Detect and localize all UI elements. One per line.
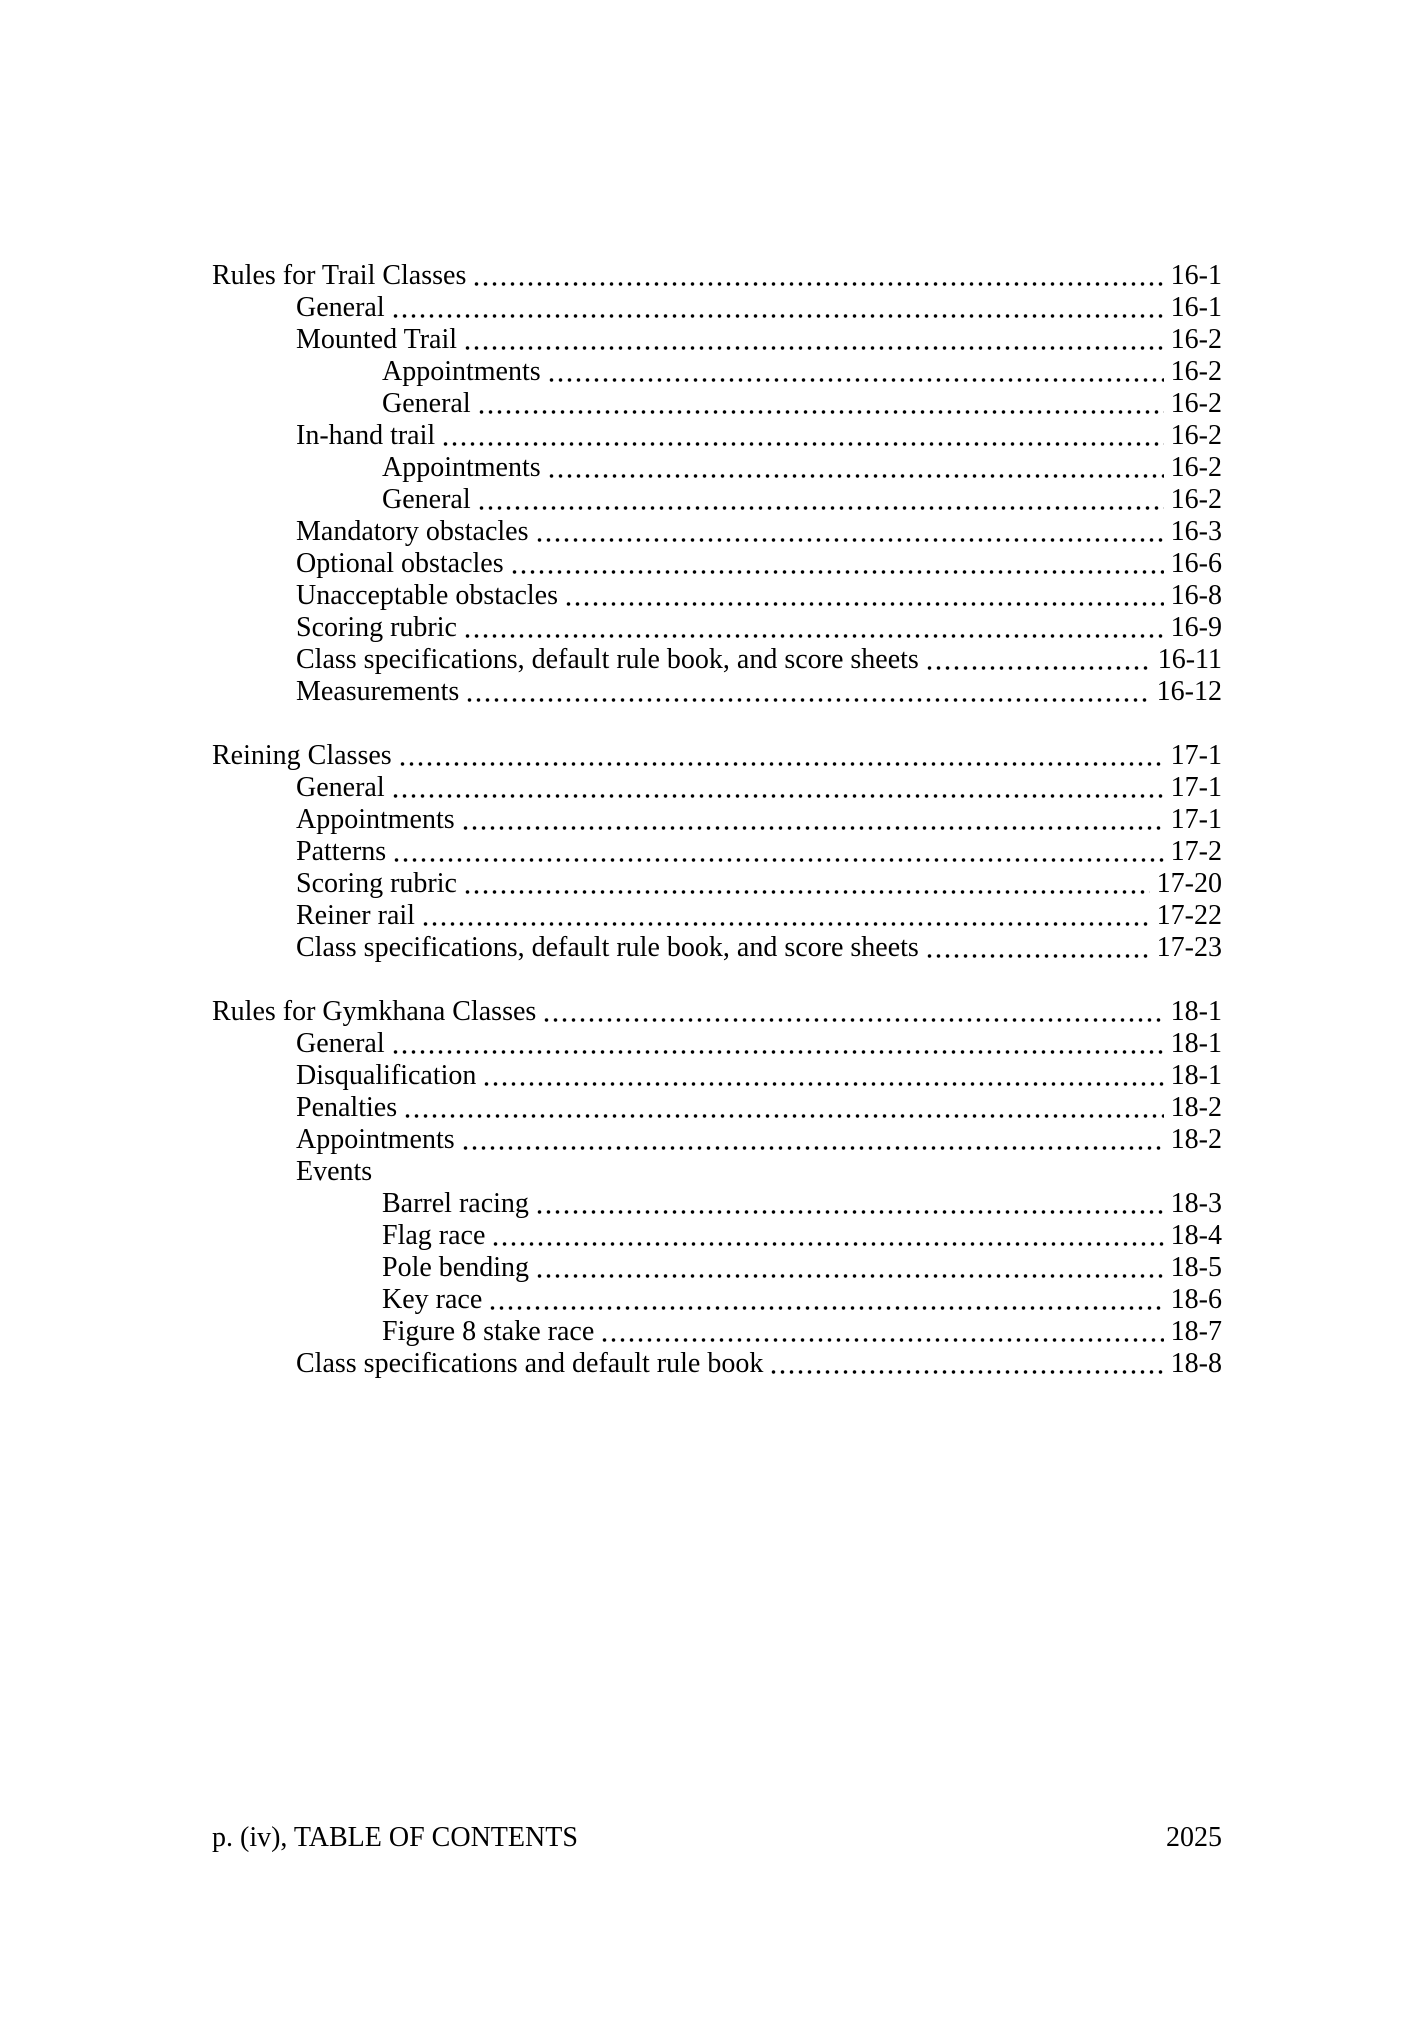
toc-entry bbox=[212, 740, 1222, 772]
toc-entry-page: 16-2 bbox=[1170, 484, 1222, 515]
toc-entry-label: Appointments bbox=[296, 804, 455, 835]
toc-entry-label: In-hand trail bbox=[296, 420, 436, 451]
dot-leader bbox=[461, 825, 1164, 831]
toc-entry-page: 16-11 bbox=[1157, 644, 1222, 675]
toc-entry bbox=[212, 484, 1222, 516]
toc-entry bbox=[212, 292, 1222, 324]
dot-leader bbox=[925, 953, 1150, 959]
toc-entry-label: Pole bending bbox=[382, 1252, 529, 1283]
toc-entry-page: 16-6 bbox=[1170, 548, 1222, 579]
dot-leader bbox=[463, 889, 1150, 895]
toc-entry-label: Class specifications and default rule book bbox=[296, 1348, 764, 1379]
toc-entry-page: 17-1 bbox=[1170, 804, 1222, 835]
toc-entry-page: 16-9 bbox=[1170, 612, 1222, 643]
dot-leader bbox=[542, 1017, 1163, 1023]
toc-entry-label: Events bbox=[296, 1156, 373, 1187]
toc-entry bbox=[212, 1028, 1222, 1060]
toc-entry-page: 16-1 bbox=[1170, 292, 1222, 323]
toc-entry-label: Disqualification bbox=[296, 1060, 477, 1091]
toc-entry bbox=[212, 1252, 1222, 1284]
toc-entry-page: 16-1 bbox=[1170, 260, 1222, 291]
toc-entry bbox=[212, 772, 1222, 804]
toc-entry bbox=[212, 580, 1222, 612]
dot-leader bbox=[441, 441, 1164, 447]
toc-entry-label: Class specifications, default rule book, and score sheets bbox=[296, 932, 919, 963]
toc-entry bbox=[212, 260, 1222, 292]
toc-entry bbox=[212, 612, 1222, 644]
toc-entry-page: 16-3 bbox=[1170, 516, 1222, 547]
toc-entry-page: 18-1 bbox=[1170, 1028, 1222, 1059]
toc-entry-label: Barrel racing bbox=[382, 1188, 529, 1219]
toc-entry-label: Appointments bbox=[296, 1124, 455, 1155]
toc-entry-page: 18-4 bbox=[1170, 1220, 1222, 1251]
toc-entry-page: 16-12 bbox=[1156, 676, 1222, 707]
toc-entry-page: 18-2 bbox=[1170, 1124, 1222, 1155]
toc-entry-label: Patterns bbox=[296, 836, 387, 867]
toc-entry-label: Mounted Trail bbox=[296, 324, 458, 355]
toc-entry bbox=[212, 1188, 1222, 1220]
toc-entry bbox=[212, 1060, 1222, 1092]
toc-entry-label: Rules for Trail Classes bbox=[212, 260, 467, 291]
toc-entry-page: 18-1 bbox=[1170, 996, 1222, 1027]
toc-entry-label: Scoring rubric bbox=[296, 612, 457, 643]
dot-leader bbox=[472, 281, 1163, 287]
toc-entry-label: General bbox=[296, 1028, 385, 1059]
table-of-contents bbox=[212, 260, 1222, 1380]
toc-entry-label: General bbox=[382, 388, 471, 419]
toc-entry bbox=[212, 836, 1222, 868]
dot-leader bbox=[391, 313, 1164, 319]
toc-entry-label: Penalties bbox=[296, 1092, 398, 1123]
footer-page-label: p. (iv), TABLE OF CONTENTS bbox=[212, 1822, 578, 1853]
toc-entry-page: 18-5 bbox=[1170, 1252, 1222, 1283]
dot-leader bbox=[547, 473, 1164, 479]
toc-entry-page: 18-2 bbox=[1170, 1092, 1222, 1123]
toc-entry-label: Optional obstacles bbox=[296, 548, 504, 579]
toc-entry-page: 17-1 bbox=[1170, 740, 1222, 771]
dot-leader bbox=[391, 793, 1164, 799]
toc-entry-page: 16-2 bbox=[1170, 324, 1222, 355]
dot-leader bbox=[461, 1145, 1164, 1151]
toc-entry bbox=[212, 1156, 1222, 1188]
dot-leader bbox=[925, 665, 1151, 671]
toc-entry bbox=[212, 1124, 1222, 1156]
toc-entry bbox=[212, 388, 1222, 420]
toc-entry-page: 16-2 bbox=[1170, 388, 1222, 419]
toc-entry bbox=[212, 932, 1222, 964]
toc-entry-page: 18-8 bbox=[1170, 1348, 1222, 1379]
dot-leader bbox=[392, 857, 1163, 863]
toc-entry-page: 18-3 bbox=[1170, 1188, 1222, 1219]
toc-entry-label: Rules for Gymkhana Classes bbox=[212, 996, 537, 1027]
dot-leader bbox=[535, 1273, 1164, 1279]
toc-entry bbox=[212, 516, 1222, 548]
toc-entry-label: General bbox=[296, 772, 385, 803]
toc-entry-page: 18-6 bbox=[1170, 1284, 1222, 1315]
toc-entry-page: 17-22 bbox=[1156, 900, 1222, 931]
dot-leader bbox=[600, 1337, 1163, 1343]
toc-entry-page: 17-2 bbox=[1170, 836, 1222, 867]
dot-leader bbox=[482, 1081, 1163, 1087]
dot-leader bbox=[547, 377, 1164, 383]
toc-entry-label: Reining Classes bbox=[212, 740, 392, 771]
toc-entry bbox=[212, 900, 1222, 932]
page-footer bbox=[212, 1822, 1222, 1854]
dot-leader bbox=[391, 1049, 1164, 1055]
toc-section bbox=[212, 996, 1222, 1380]
toc-entry-label: Unacceptable obstacles bbox=[296, 580, 558, 611]
toc-entry-label: Appointments bbox=[382, 452, 541, 483]
dot-leader bbox=[488, 1305, 1163, 1311]
toc-entry bbox=[212, 644, 1222, 676]
toc-entry-label: Scoring rubric bbox=[296, 868, 457, 899]
toc-entry bbox=[212, 676, 1222, 708]
dot-leader bbox=[491, 1241, 1163, 1247]
toc-entry bbox=[212, 1284, 1222, 1316]
toc-entry bbox=[212, 356, 1222, 388]
toc-entry bbox=[212, 324, 1222, 356]
toc-section bbox=[212, 260, 1222, 708]
dot-leader bbox=[564, 601, 1164, 607]
dot-leader bbox=[477, 409, 1164, 415]
toc-entry-label: Key race bbox=[382, 1284, 483, 1315]
dot-leader bbox=[463, 633, 1164, 639]
toc-entry-label: General bbox=[382, 484, 471, 515]
toc-entry-label: Measurements bbox=[296, 676, 460, 707]
toc-entry-page: 18-7 bbox=[1170, 1316, 1222, 1347]
dot-leader bbox=[465, 697, 1149, 703]
toc-entry-page: 16-2 bbox=[1170, 420, 1222, 451]
toc-entry-label: Reiner rail bbox=[296, 900, 415, 931]
toc-entry-page: 17-23 bbox=[1156, 932, 1222, 963]
dot-leader bbox=[510, 569, 1164, 575]
toc-entry-label: Class specifications, default rule book, and score sheets bbox=[296, 644, 919, 675]
dot-leader bbox=[769, 1369, 1163, 1375]
toc-entry bbox=[212, 1348, 1222, 1380]
toc-entry-label: Figure 8 stake race bbox=[382, 1316, 595, 1347]
dot-leader bbox=[535, 1209, 1164, 1215]
toc-entry bbox=[212, 420, 1222, 452]
toc-entry-page: 16-8 bbox=[1170, 580, 1222, 611]
toc-entry-label: Appointments bbox=[382, 356, 541, 387]
dot-leader bbox=[535, 537, 1164, 543]
dot-leader bbox=[421, 921, 1150, 927]
toc-entry bbox=[212, 452, 1222, 484]
footer-year: 2025 bbox=[1166, 1822, 1222, 1853]
toc-entry-label: Mandatory obstacles bbox=[296, 516, 529, 547]
toc-entry bbox=[212, 1316, 1222, 1348]
toc-entry bbox=[212, 804, 1222, 836]
toc-entry-page: 17-20 bbox=[1156, 868, 1222, 899]
toc-entry bbox=[212, 1092, 1222, 1124]
toc-entry-page: 17-1 bbox=[1170, 772, 1222, 803]
dot-leader bbox=[398, 761, 1164, 767]
toc-entry bbox=[212, 548, 1222, 580]
toc-entry bbox=[212, 1220, 1222, 1252]
toc-section bbox=[212, 740, 1222, 964]
toc-entry bbox=[212, 996, 1222, 1028]
dot-leader bbox=[403, 1113, 1164, 1119]
dot-leader bbox=[463, 345, 1164, 351]
toc-entry-label: General bbox=[296, 292, 385, 323]
toc-entry bbox=[212, 868, 1222, 900]
toc-entry-label: Flag race bbox=[382, 1220, 486, 1251]
toc-entry-page: 16-2 bbox=[1170, 452, 1222, 483]
toc-entry-page: 18-1 bbox=[1170, 1060, 1222, 1091]
toc-entry-page: 16-2 bbox=[1170, 356, 1222, 387]
dot-leader bbox=[477, 505, 1164, 511]
